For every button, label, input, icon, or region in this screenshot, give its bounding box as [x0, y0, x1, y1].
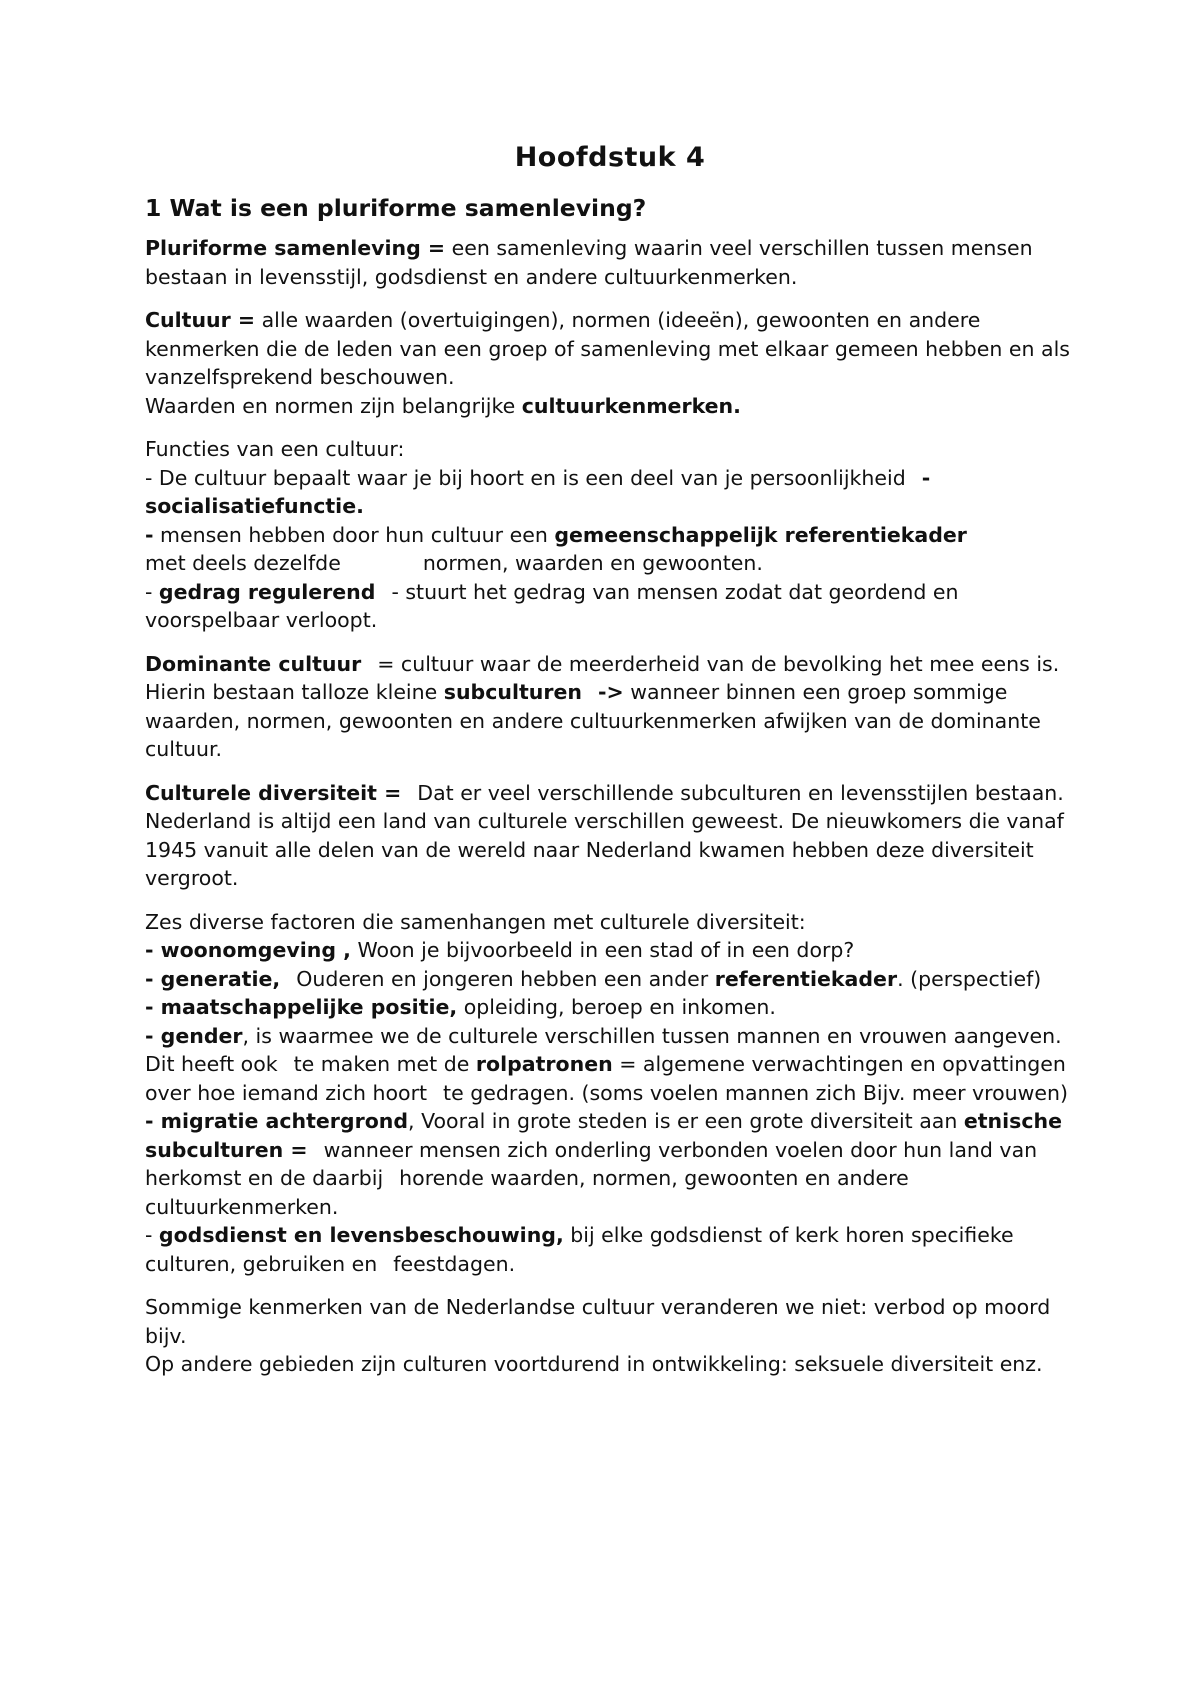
- diversiteit-definition-line: [145, 779, 1075, 808]
- term-cultuurkenmerken: cultuurkenmerken.: [521, 393, 741, 418]
- definition-pluriforme: een samenleving waarin veel verschillen tussen mensen bestaan in levensstijl, godsdienst en andere cultuurkenmerken.: [145, 236, 1033, 289]
- section-heading: 1 Wat is een pluriforme samenleving?: [145, 194, 647, 222]
- text-hierin: Hierin bestaan talloze kleine: [145, 680, 444, 704]
- text-socialisatie: - De cultuur bepaalt waar je bij hoort en is een deel van je persoonlijkheid: [145, 465, 906, 490]
- text-maatschappelijke-positie: opleiding, beroep en inkomen.: [457, 995, 776, 1019]
- text-etnische: wanneer mensen zich onderling verbonden voelen door hun land van herkomst en de daarbij: [145, 1137, 1038, 1190]
- term-pluriforme: Pluriforme samenleving =: [145, 236, 446, 260]
- dash-gedrag: -: [145, 579, 159, 604]
- paragraph-pluriforme: [145, 234, 1075, 291]
- text-horende: horende waarden, normen, gewoonten en andere cultuurkenmerken.: [145, 1166, 909, 1219]
- text-gedrag: - stuurt het gedrag van mensen zodat dat geordend en voorspelbaar verloopt.: [145, 579, 959, 632]
- text-feestdagen: feestdagen.: [393, 1251, 516, 1276]
- dash-godsdienst: -: [145, 1223, 159, 1247]
- dominante-definition-line: [145, 650, 1075, 679]
- functies-intro: Functies van een cultuur:: [145, 437, 405, 461]
- factor-maatschappelijke-positie: [145, 993, 1075, 1022]
- text-perspectief: . (perspectief): [897, 966, 1042, 991]
- factor-generatie: [145, 965, 1075, 994]
- paragraph-culturele-diversiteit: [145, 779, 1075, 893]
- term-godsdienst: godsdienst en levensbeschouwing,: [158, 1223, 564, 1247]
- text-generatie: Ouderen en jongeren hebben een ander: [296, 966, 715, 991]
- dash-referentiekader: -: [145, 522, 154, 547]
- term-referentiekader: referentiekader: [714, 966, 898, 991]
- factor-migratie: [145, 1107, 1075, 1221]
- cultuur-definition-line: [145, 306, 1075, 392]
- text-gender: , is waarmee we de culturele verschillen tussen mannen en vrouwen aangeven. Dit heeft ook: [145, 1023, 1062, 1076]
- term-gender: - gender: [145, 1023, 243, 1048]
- term-subculturen: subculturen: [443, 680, 583, 704]
- definition-diversiteit: Dat er veel verschillende subculturen en levensstijlen bestaan.: [417, 780, 1064, 805]
- term-gedrag-regulerend: gedrag regulerend: [158, 579, 376, 604]
- term-rolpatronen: rolpatronen: [475, 1052, 613, 1076]
- term-cultuur: Cultuur =: [145, 308, 256, 332]
- term-migratie-achtergrond: - migratie achtergrond: [145, 1109, 409, 1133]
- text-referentiekader: mensen hebben door hun cultuur een: [153, 522, 555, 547]
- page-title: Hoofdstuk 4: [514, 142, 706, 173]
- nederland-line: Nederland is altijd een land van culturele verschillen geweest. De nieuwkomers die vanaf 1945 vanuit alle delen van de wereld naar Nederland kwamen hebben deze diversiteit vergroot.: [145, 809, 1064, 890]
- functie-socialisatie: [145, 464, 1075, 521]
- text-migratie: , Vooral in grote steden is er een grote diversiteit aan: [408, 1109, 964, 1133]
- functie-referentiekader: [145, 521, 1075, 578]
- factor-woonomgeving: [145, 936, 1075, 965]
- text-woonomgeving: Woon je bijvoorbeeld in een stad of in een dorp?: [350, 938, 855, 962]
- term-etnische-subculturen: etnische subculturen =: [145, 1109, 1063, 1162]
- factor-godsdienst: [145, 1221, 1075, 1278]
- term-maatschappelijke-positie: - maatschappelijke positie,: [145, 995, 458, 1019]
- term-woonomgeving: - woonomgeving ,: [145, 938, 351, 962]
- term-socialisatiefunctie: - socialisatiefunctie.: [145, 465, 931, 518]
- text-waarden-normen: Waarden en normen zijn belangrijke: [145, 393, 522, 418]
- arrow-subculturen: ->: [598, 680, 624, 704]
- paragraph-cultuur: [145, 306, 1075, 420]
- document-page: [145, 138, 1075, 1394]
- text-normen-waarden: normen, waarden en gewoonten.: [422, 551, 763, 575]
- text-deels-dezelfde: met deels dezelfde: [145, 551, 341, 575]
- definition-cultuur: alle waarden (overtuigingen), normen (ideeën), gewoonten en andere kenmerken die de leden van een groep of samenleving met elkaar gemeen hebben en als vanzelfsprekend beschouwen.: [145, 308, 1070, 389]
- definition-dominante: = cultuur waar de meerderheid van de bevolking het mee eens is.: [377, 651, 1060, 676]
- factoren-intro: Zes diverse factoren die samenhangen met culturele diversiteit:: [145, 909, 806, 934]
- text-gedragen: te gedragen. (soms voelen mannen zich Bijv. meer vrouwen): [443, 1080, 1069, 1105]
- text-subculturen: wanneer binnen een groep sommige waarden, normen, gewoonten en andere cultuurkenmerken afwijken van de dominante cultuur.: [145, 680, 1041, 761]
- paragraph-functies: [145, 435, 1075, 635]
- factor-gender: [145, 1022, 1075, 1108]
- term-gemeenschappelijk-referentiekader: gemeenschappelijk referentiekader: [554, 522, 967, 547]
- text-godsdienst: bij elke godsdienst of kerk horen specifieke culturen, gebruiken en: [145, 1223, 1014, 1276]
- paragraph-factoren: [145, 908, 1075, 1279]
- kenmerken-line-1: Sommige kenmerken van de Nederlandse cultuur veranderen we niet: verbod op moord bijv.: [145, 1295, 1051, 1348]
- paragraph-dominante-cultuur: [145, 650, 1075, 764]
- term-culturele-diversiteit: Culturele diversiteit =: [145, 780, 402, 805]
- text-rolpatronen: = algemene verwachtingen en opvattingen over hoe iemand zich hoort: [145, 1052, 1066, 1105]
- subculturen-line: [145, 678, 1075, 764]
- text-gender-b: te maken met de: [293, 1052, 476, 1076]
- term-dominante-cultuur: Dominante cultuur: [145, 651, 362, 676]
- term-generatie: - generatie,: [145, 966, 281, 991]
- cultuur-kenmerken-line: [145, 392, 1075, 421]
- paragraph-kenmerken: [145, 1293, 1075, 1379]
- functie-gedrag-regulerend: [145, 578, 1075, 635]
- kenmerken-line-2: Op andere gebieden zijn culturen voortdurend in ontwikkeling: seksuele diversiteit enz.: [145, 1352, 1043, 1376]
